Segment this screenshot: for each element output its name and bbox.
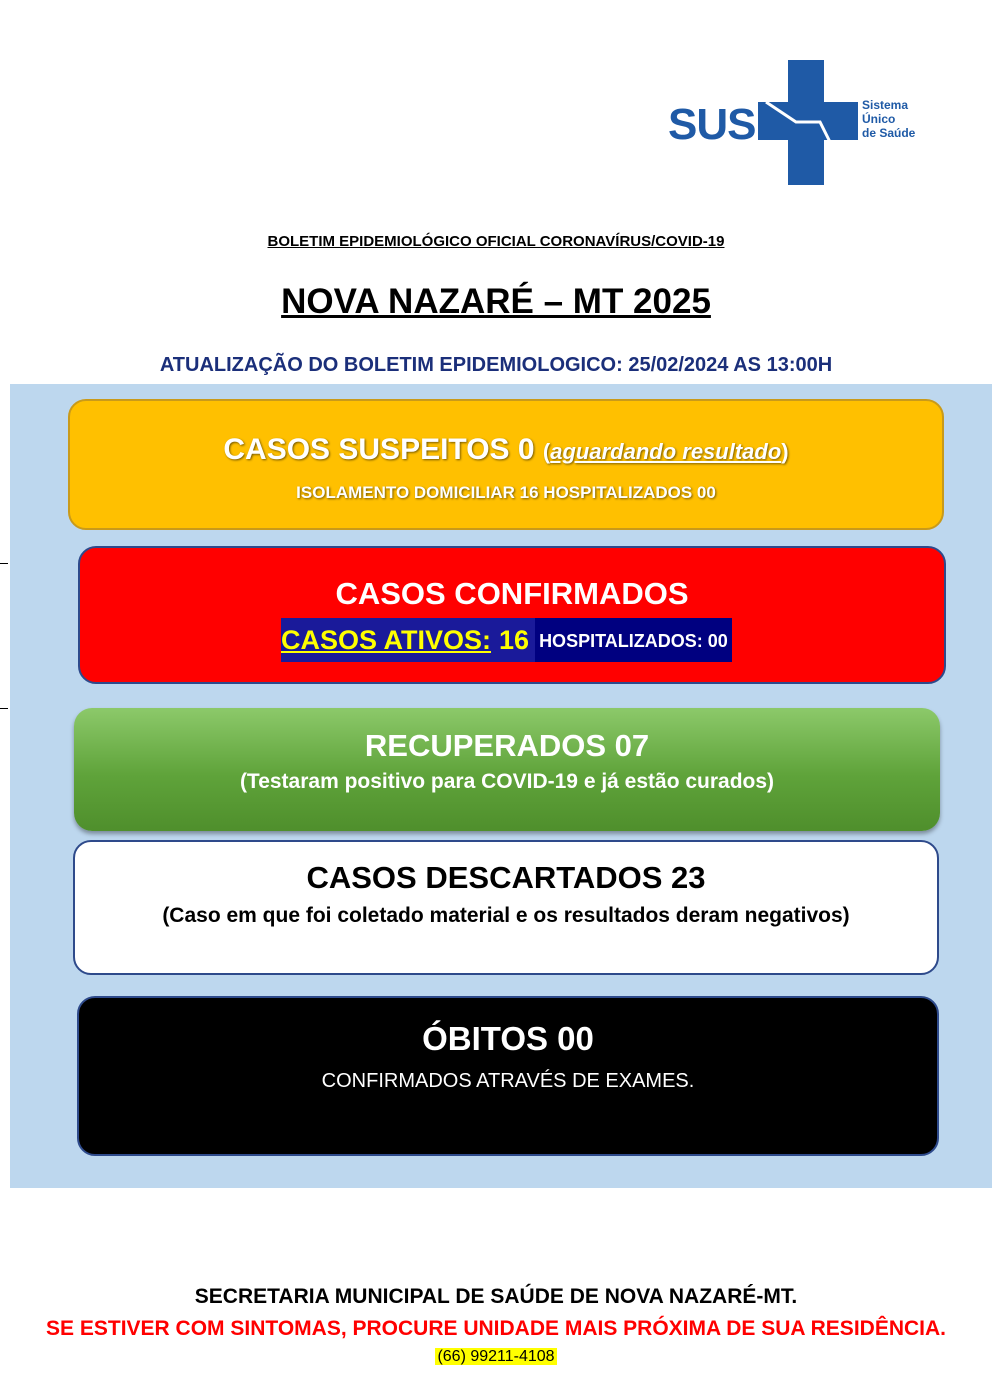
- recovered-card: [74, 708, 940, 831]
- logo-line-1: Sistema: [862, 98, 909, 112]
- secretaria-text: SECRETARIA MUNICIPAL DE SAÚDE DE NOVA NAZARÉ-MT.: [194, 1285, 798, 1308]
- logo-line-2: Único: [862, 112, 896, 126]
- suspects-note: aguardando resultado: [550, 439, 782, 464]
- logo-abbreviation: SUS: [668, 100, 756, 149]
- active-cases-value: 16: [499, 625, 530, 655]
- sus-cross-icon: [758, 60, 878, 185]
- suspects-card: [68, 399, 944, 530]
- logo-line-3: de Saúde: [862, 126, 916, 140]
- deaths-detail: CONFIRMADOS ATRAVÉS DE EXAMES.: [321, 1070, 695, 1092]
- phone-number: (66) 99211-4108: [437, 1348, 555, 1365]
- sus-logo: [668, 60, 928, 185]
- margin-mark: [0, 708, 8, 709]
- deaths-title: ÓBITOS 00: [422, 1020, 594, 1057]
- suspects-note-wrap: [543, 439, 789, 464]
- close-paren: ): [781, 439, 789, 464]
- city-title: NOVA NAZARÉ – MT 2025: [281, 282, 711, 321]
- suspects-heading: [70, 433, 942, 467]
- confirmed-card: [78, 546, 946, 684]
- confirmed-title: CASOS CONFIRMADOS: [335, 576, 689, 611]
- discarded-detail: (Caso em que foi coletado material e os resultados deram negativos): [162, 904, 850, 927]
- open-paren: (: [542, 439, 551, 464]
- logo-caption: [862, 98, 915, 140]
- discarded-title: CASOS DESCARTADOS 23: [306, 860, 706, 895]
- active-cases-row: [281, 618, 732, 662]
- hospitalized-count: HOSPITALIZADOS: 00: [535, 618, 732, 662]
- suspects-detail: ISOLAMENTO DOMICILIAR 16 HOSPITALIZADOS 00: [296, 483, 716, 502]
- bulletin-title: BOLETIM EPIDEMIOLÓGICO OFICIAL CORONAVÍRUS/COVID-19: [267, 233, 725, 250]
- active-cases-label: CASOS ATIVOS:: [281, 625, 492, 655]
- phone-line: [0, 1348, 992, 1366]
- suspects-title: CASOS SUSPEITOS 0: [223, 433, 535, 466]
- update-text: ATUALIZAÇÃO DO BOLETIM EPIDEMIOLOGICO: 25/02/2024 AS 13:00H: [159, 354, 833, 376]
- symptoms-warning: SE ESTIVER COM SINTOMAS, PROCURE UNIDADE MAIS PRÓXIMA DE SUA RESIDÊNCIA.: [46, 1317, 946, 1340]
- deaths-card: [77, 996, 939, 1156]
- margin-mark: [0, 563, 8, 564]
- recovered-detail: (Testaram positivo para COVID-19 e já estão curados): [239, 770, 775, 793]
- recovered-title: RECUPERADOS 07: [364, 728, 650, 763]
- discarded-card: [73, 840, 939, 975]
